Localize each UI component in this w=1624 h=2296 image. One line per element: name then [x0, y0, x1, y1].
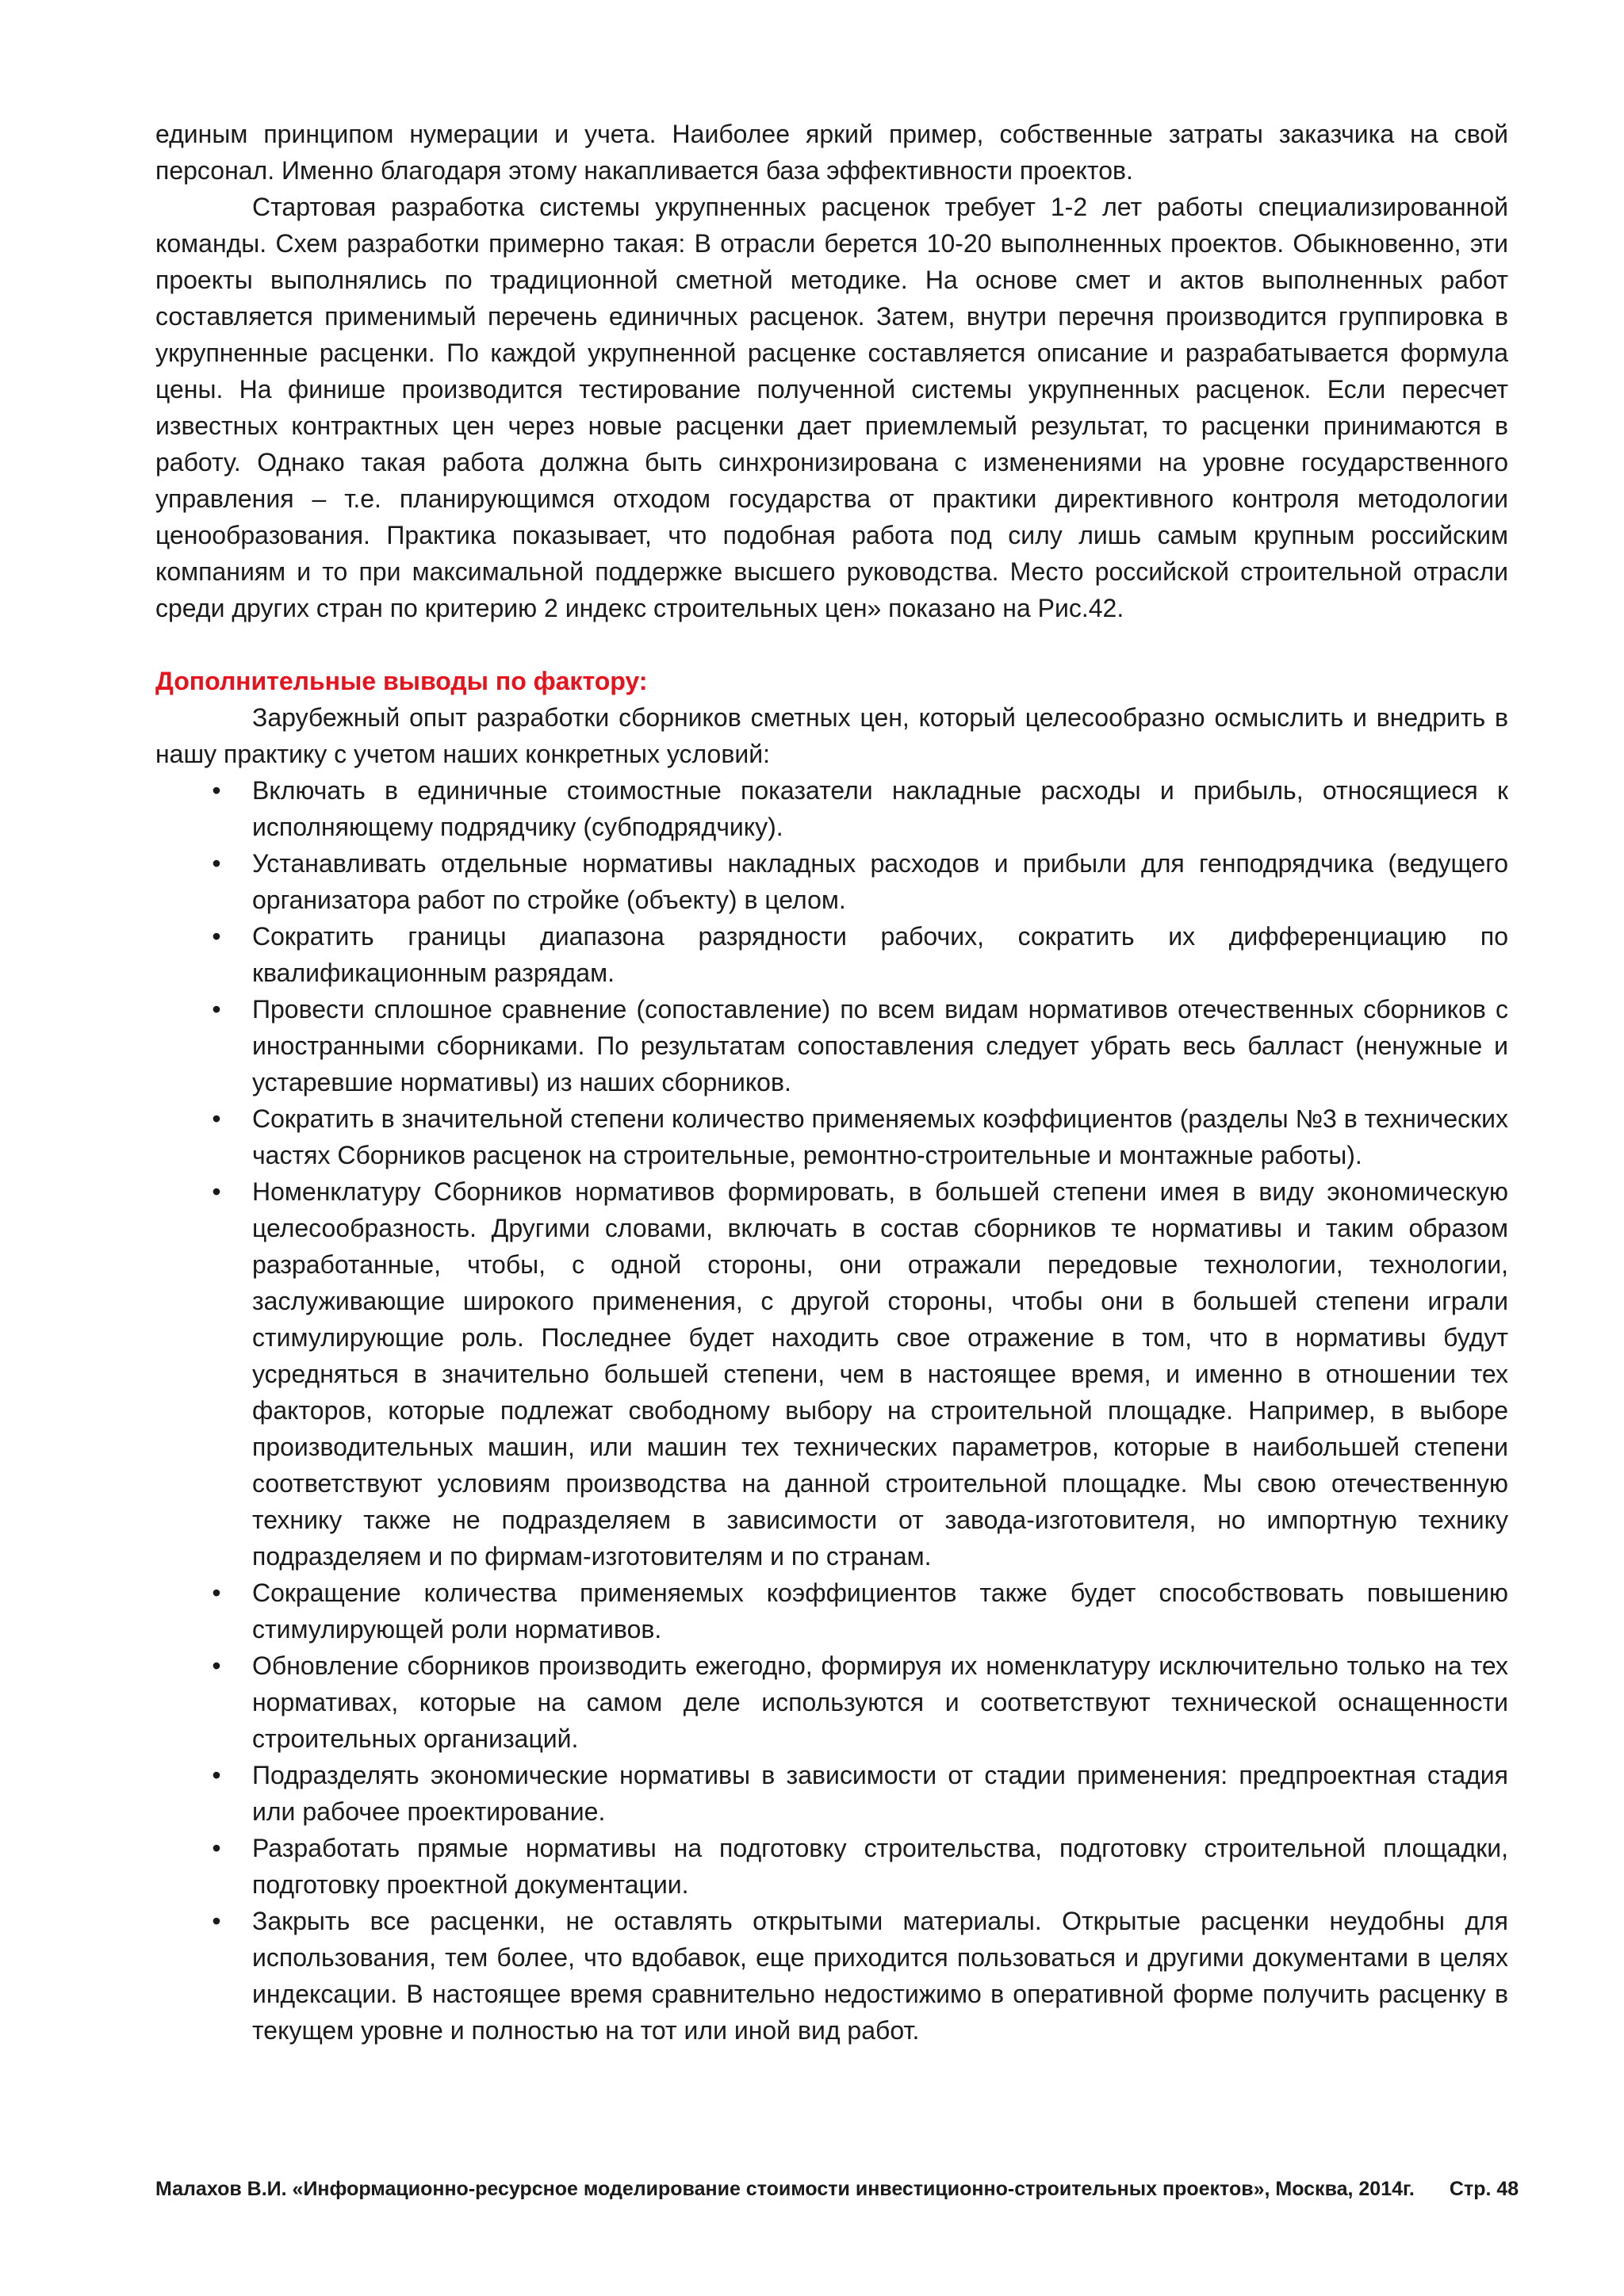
list-item — [155, 918, 1508, 991]
list-item-text: Провести сплошное сравнение (сопоставление) по всем видам нормативов отечественных сборников с иностранными сборниками. По результатам сопоставления следует убрать весь балласт (ненужные и устаревшие нормативы) из наших сборников. — [252, 995, 1508, 1096]
list-item — [155, 1830, 1508, 1903]
bullet-icon: • — [212, 849, 221, 878]
list-item — [155, 1100, 1508, 1173]
list-item-text: Сокращение количества применяемых коэффициентов также будет способствовать повышению стимулирующей роли нормативов. — [252, 1578, 1508, 1644]
bullet-icon: • — [212, 1907, 221, 1935]
list-item — [155, 1575, 1508, 1647]
list-item-text: Разработать прямые нормативы на подготовку строительства, подготовку строительной площадки, подготовку проектной документации. — [252, 1834, 1508, 1899]
conclusions-list — [155, 772, 1508, 2049]
bullet-icon: • — [212, 1104, 221, 1133]
section-heading: Дополнительные выводы по фактору: — [155, 667, 648, 695]
footer-citation: Малахов В.И. «Информационно-ресурсное моделирование стоимости инвестиционно-строительных проектов», Москва, 2014г. — [155, 2178, 1415, 2200]
bullet-icon: • — [212, 1761, 221, 1789]
list-item — [155, 1757, 1508, 1830]
bullet-icon: • — [212, 1651, 221, 1680]
list-item-text: Включать в единичные стоимостные показатели накладные расходы и прибыль, относящиеся к исполняющему подрядчику (субподрядчику). — [252, 776, 1508, 841]
list-item — [155, 991, 1508, 1100]
bullet-icon: • — [212, 922, 221, 951]
bullet-icon: • — [212, 995, 221, 1024]
list-item — [155, 1903, 1508, 2049]
list-item-text: Сократить границы диапазона разрядности рабочих, сократить их дифференциацию по квалификационным разрядам. — [252, 922, 1508, 987]
start-development-paragraph: Стартовая разработка системы укрупненных расценок требует 1-2 лет работы специализированной команды. Схем разработки примерно такая: В отрасли берется 10-20 выполненных проектов. Обыкновенно, эти проекты выполнялись по традиционной сметной методике. На основе смет и актов выполненных работ составляется применимый перечень единичных расценок. Затем, внутри перечня производится группировка в укрупненные расценки. По каждой укрупненной расценке составляется описание и разрабатывается формула цены. На финише производится тестирование полученной системы укрупненных расценок. Если пересчет известных контрактных цен через новые расценки дает приемлемый результат, то расценки принимаются в работу. Однако такая работа должна быть синхронизирована с изменениями на уровне государственного управления – т.е. планирующимся отходом государства от практики директивного контроля методологии ценообразования. Практика показывает, что подобная работа под силу лишь самым крупным российским компаниям и то при максимальной поддержке высшего руководства. Место российской строительной отрасли среди других стран по критерию 2 индекс строительных цен» показано на Рис.42. — [155, 193, 1508, 622]
list-item-text: Обновление сборников производить ежегодно, формируя их номенклатуру исключительно только на тех нормативах, которые на самом деле используются и соответствуют технической оснащенности строительных организаций. — [252, 1651, 1508, 1753]
list-item — [155, 772, 1508, 845]
foreign-experience-paragraph: Зарубежный опыт разработки сборников сметных цен, который целесообразно осмыслить и внедрить в нашу практику с учетом наших конкретных условий: — [155, 703, 1508, 768]
page-number: Стр. 48 — [1449, 2178, 1519, 2200]
list-item-text: Сократить в значительной степени количество применяемых коэффициентов (разделы №3 в технических частях Сборников расценок на строительные, ремонтно-строительные и монтажные работы). — [252, 1104, 1508, 1169]
list-item-text: Номенклатуру Сборников нормативов формировать, в большей степени имея в виду экономическую целесообразность. Другими словами, включать в состав сборников те нормативы и таким образом разработанные, чтобы, с одной стороны, они отражали передовые технологии, технологии, заслуживающие широкого применения, с другой стороны, чтобы они в большей степени играли стимулирующие роль. Последнее будет находить свое отражение в том, что в нормативы будут усредняться в значительно большей степени, чем в настоящее время, и именно в отношении тех факторов, которые подлежат свободному выбору на строительной площадке. Например, в выборе производительных машин, или машин тех технических параметров, которые в наибольшей степени соответствуют условиям производства на данной строительной площадке. Мы свою отечественную технику также не подразделяем в зависимости от завода-изготовителя, но импортную технику подразделяем и по фирмам-изготовителям и по странам. — [252, 1177, 1508, 1571]
list-item — [155, 1647, 1508, 1757]
bullet-icon: • — [212, 1578, 221, 1607]
document-body — [155, 116, 1508, 2049]
bullet-icon: • — [212, 1177, 221, 1206]
intro-paragraph: единым принципом нумерации и учета. Наиболее яркий пример, собственные затраты заказчика на свой персонал. Именно благодаря этому накапливается база эффективности проектов. — [155, 120, 1508, 185]
page-footer — [155, 2175, 1519, 2202]
list-item — [155, 845, 1508, 918]
list-item-text: Подразделять экономические нормативы в зависимости от стадии применения: предпроектная стадия или рабочее проектирование. — [252, 1761, 1508, 1826]
bullet-icon: • — [212, 1834, 221, 1862]
bullet-icon: • — [212, 776, 221, 805]
list-item-text: Закрыть все расценки, не оставлять открытыми материалы. Открытые расценки неудобны для использования, тем более, что вдобавок, еще приходится пользоваться и другими документами в целях индексации. В настоящее время сравнительно недостижимо в оперативной форме получить расценку в текущем уровне и полностью на тот или иной вид работ. — [252, 1907, 1508, 2045]
list-item — [155, 1173, 1508, 1575]
list-item-text: Устанавливать отдельные нормативы накладных расходов и прибыли для генподрядчика (ведущего организатора работ по стройке (объекту) в целом. — [252, 849, 1508, 914]
